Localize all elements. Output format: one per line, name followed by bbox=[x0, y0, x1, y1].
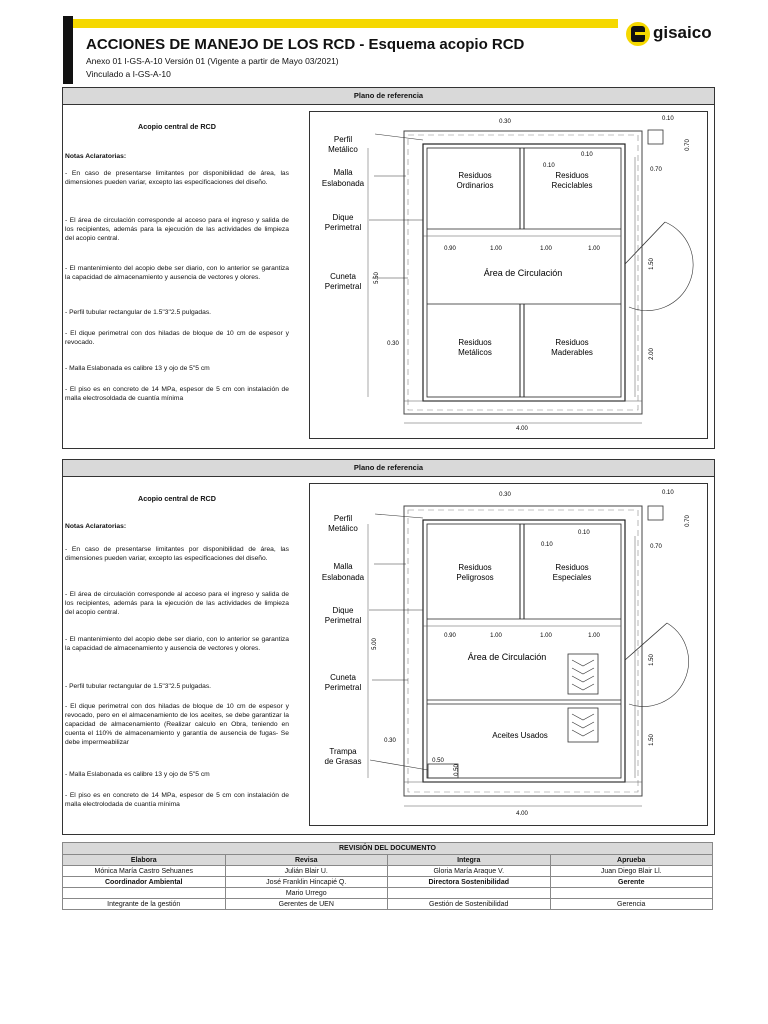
note-5: - El dique perimetral con dos hiladas de bloque de 10 cm de espesor y revocado, pero en el almacenamiento de los aceites, se debe garantizar la capacidad de almacenamiento (Realizar calculo en Obra, teniendo en cuenta el 110% de almacenamiento y garantía de ausencia de fugas- Se debe impermeabilizar bbox=[65, 703, 289, 746]
dim-100-c: 1.00 bbox=[588, 246, 600, 252]
dim-030-top: 0.30 bbox=[499, 119, 511, 125]
dim-010-inner-2: 0.10 bbox=[543, 163, 555, 169]
note-5: - El dique perimetral con dos hiladas de bloque de 10 cm de espesor y revocado. bbox=[65, 330, 289, 346]
label-perfil-metalico: Perfil Metálico bbox=[328, 135, 358, 154]
dim-010-inner: 0.10 bbox=[578, 530, 590, 536]
document-annex-line: Anexo 01 I-GS-A-10 Versión 01 (Vigente a partir de Mayo 03/2021) bbox=[86, 56, 339, 66]
panel-title: Plano de referencia bbox=[63, 88, 714, 105]
notes-heading: Notas Aclaratorias: bbox=[65, 153, 127, 160]
note-1: - En caso de presentarse limitantes por disponibilidad de área, las dimensiones pueden variar, excepto las especificaciones del diseño. bbox=[65, 170, 289, 186]
spacer-cell bbox=[63, 888, 226, 899]
dim-070-vertical: 0.70 bbox=[685, 139, 691, 151]
note-6: - Malla Eslabonada es calibre 13 y ojo de 5"5 cm bbox=[65, 365, 210, 372]
aprueba-name: Juan Diego Blair Ll. bbox=[550, 866, 713, 877]
room-residuos-reciclables: Residuos Reciclables bbox=[551, 171, 593, 190]
label-trampa-de-grasas: Trampa de Grasas bbox=[324, 747, 362, 766]
note-7: - El piso es en concreto de 14 MPa, espesor de 5 cm con instalación de malla electrolodada de cuantía mínima bbox=[65, 792, 289, 808]
room-residuos-peligrosos: Residuos Peligrosos bbox=[456, 563, 494, 582]
revision-header-aprueba: Aprueba bbox=[550, 855, 713, 866]
label-dique-perimetral: Dique Perimetral bbox=[324, 606, 362, 625]
floor-plan-1-drawing bbox=[310, 112, 707, 438]
note-4: - Perfil tubular rectangular de 1.5"3"2.5 pulgadas. bbox=[65, 309, 212, 316]
integra-area: Gestión de Sostenibilidad bbox=[388, 899, 551, 910]
integra-name: Gloria María Araque V. bbox=[388, 866, 551, 877]
notes-column bbox=[63, 105, 291, 448]
dim-030-left: 0.30 bbox=[387, 341, 399, 347]
revisa-name-2: José Franklin Hincapié Q. bbox=[225, 877, 388, 888]
note-2: - El área de circulación corresponde al acceso para el ingreso y salida de los recipientes, además para la ejecución de las actividades de limpieza del acopio central. bbox=[65, 217, 289, 242]
elabora-name: Mónica María Castro Sehuanes bbox=[63, 866, 226, 877]
gisaico-logo-mark-icon bbox=[626, 22, 650, 46]
label-dique-perimetral: Dique Perimetral bbox=[324, 213, 362, 232]
room-residuos-metalicos: Residuos Metálicos bbox=[458, 338, 492, 357]
room-residuos-especiales: Residuos Especiales bbox=[552, 563, 592, 582]
label-perfil-metalico: Perfil Metálico bbox=[328, 514, 358, 533]
dim-070-horizontal: 0.70 bbox=[650, 167, 662, 173]
notes-heading: Notas Aclaratorias: bbox=[65, 523, 127, 530]
note-7: - El piso es en concreto de 14 MPa, espesor de 5 cm con instalación de malla electrosoldada de cuantía mínima bbox=[65, 386, 289, 402]
dim-150-a: 1.50 bbox=[649, 654, 655, 666]
revisa-name-1: Julián Blair U. bbox=[225, 866, 388, 877]
dim-500: 5.00 bbox=[372, 638, 378, 650]
header-yellow-stripe bbox=[73, 19, 618, 28]
revisa-name-3: Mario Urrego bbox=[225, 888, 388, 899]
revision-header-elabora: Elabora bbox=[63, 855, 226, 866]
dim-050-horizontal: 0.50 bbox=[432, 758, 444, 764]
dim-100-b: 1.00 bbox=[540, 246, 552, 252]
room-aceites-usados: Aceites Usados bbox=[492, 731, 548, 740]
room-residuos-maderables: Residuos Maderables bbox=[551, 338, 593, 357]
dim-550: 5.50 bbox=[374, 272, 380, 284]
label-malla-eslabonada: Malla Eslabonada bbox=[321, 168, 365, 188]
dim-070-horizontal: 0.70 bbox=[650, 544, 662, 550]
revision-title: REVISIÓN DEL DOCUMENTO bbox=[63, 843, 713, 855]
dim-150: 1.50 bbox=[649, 258, 655, 270]
elabora-role: Coordinador Ambiental bbox=[63, 877, 226, 888]
dim-030-top: 0.30 bbox=[499, 492, 511, 498]
dim-100-a: 1.00 bbox=[490, 633, 502, 639]
dim-010-top-right: 0.10 bbox=[662, 490, 674, 496]
gisaico-logo-text: gisaico bbox=[653, 23, 712, 42]
floor-plan-1 bbox=[309, 111, 708, 439]
floor-plan-2-drawing bbox=[310, 484, 707, 825]
room-area-circulacion: Área de Circulación bbox=[483, 268, 563, 278]
note-6: - Malla Eslabonada es calibre 13 y ojo de 5"5 cm bbox=[65, 771, 210, 778]
note-3: - El mantenimiento del acopio debe ser diario, con lo anterior se garantiza la capacidad de almacenamiento y ausencia de vectores y olores. bbox=[65, 265, 289, 281]
room-residuos-ordinarios: Residuos Ordinarios bbox=[456, 171, 494, 190]
note-2: - El área de circulación corresponde al acceso para el ingreso y salida de los recipientes, además para la ejecución de las actividades de limpieza del acopio central. bbox=[65, 591, 289, 616]
dim-030-left: 0.30 bbox=[384, 738, 396, 744]
dim-010-inner: 0.10 bbox=[581, 152, 593, 158]
dim-090: 0.90 bbox=[444, 246, 456, 252]
spacer-cell bbox=[550, 888, 713, 899]
label-cuneta-perimetral: Cuneta Perimetral bbox=[324, 272, 362, 291]
revision-header-integra: Integra bbox=[388, 855, 551, 866]
notes-column bbox=[63, 477, 291, 834]
integra-role: Directora Sostenibilidad bbox=[388, 877, 551, 888]
document-title: ACCIONES DE MANEJO DE LOS RCD - Esquema acopio RCD bbox=[86, 36, 525, 53]
revision-header-revisa: Revisa bbox=[225, 855, 388, 866]
notes-subtitle: Acopio central de RCD bbox=[138, 494, 216, 503]
room-area-circulacion: Área de Circulación bbox=[467, 652, 547, 662]
dim-100-a: 1.00 bbox=[490, 246, 502, 252]
label-malla-eslabonada: Malla Eslabonada bbox=[321, 562, 365, 582]
dim-150-b: 1.50 bbox=[649, 734, 655, 746]
revision-table bbox=[62, 842, 713, 910]
gisaico-logo bbox=[626, 22, 714, 46]
dim-400: 4.00 bbox=[516, 811, 528, 817]
dim-100-c: 1.00 bbox=[588, 633, 600, 639]
notes-subtitle: Acopio central de RCD bbox=[138, 122, 216, 131]
panel-title: Plano de referencia bbox=[63, 460, 714, 477]
dim-400: 4.00 bbox=[516, 426, 528, 432]
dim-070-vertical: 0.70 bbox=[685, 515, 691, 527]
dim-010-inner-2: 0.10 bbox=[541, 542, 553, 548]
reference-panel-2 bbox=[62, 459, 715, 835]
note-1: - En caso de presentarse limitantes por disponibilidad de área, las dimensiones pueden variar, excepto las especificaciones del diseño. bbox=[65, 546, 289, 562]
elabora-area: Integrante de la gestión bbox=[63, 899, 226, 910]
spacer-cell bbox=[388, 888, 551, 899]
aprueba-area: Gerencia bbox=[550, 899, 713, 910]
document-linked-line: Vinculado a I-GS-A-10 bbox=[86, 69, 171, 79]
dim-200: 2.00 bbox=[649, 348, 655, 360]
dim-010-top-right: 0.10 bbox=[662, 116, 674, 122]
dim-100-b: 1.00 bbox=[540, 633, 552, 639]
label-cuneta-perimetral: Cuneta Perimetral bbox=[324, 673, 362, 692]
note-3: - El mantenimiento del acopio debe ser diario, con lo anterior se garantiza la capacidad de almacenamiento y ausencia de vectores y olores. bbox=[65, 636, 289, 652]
dim-090: 0.90 bbox=[444, 633, 456, 639]
revisa-area: Gerentes de UEN bbox=[225, 899, 388, 910]
note-4: - Perfil tubular rectangular de 1.5"3"2.5 pulgadas. bbox=[65, 683, 212, 690]
aprueba-role: Gerente bbox=[550, 877, 713, 888]
dim-050-vertical: 0.50 bbox=[454, 764, 460, 776]
floor-plan-2 bbox=[309, 483, 708, 826]
header-black-bar bbox=[63, 16, 73, 84]
reference-panel-1 bbox=[62, 87, 715, 449]
